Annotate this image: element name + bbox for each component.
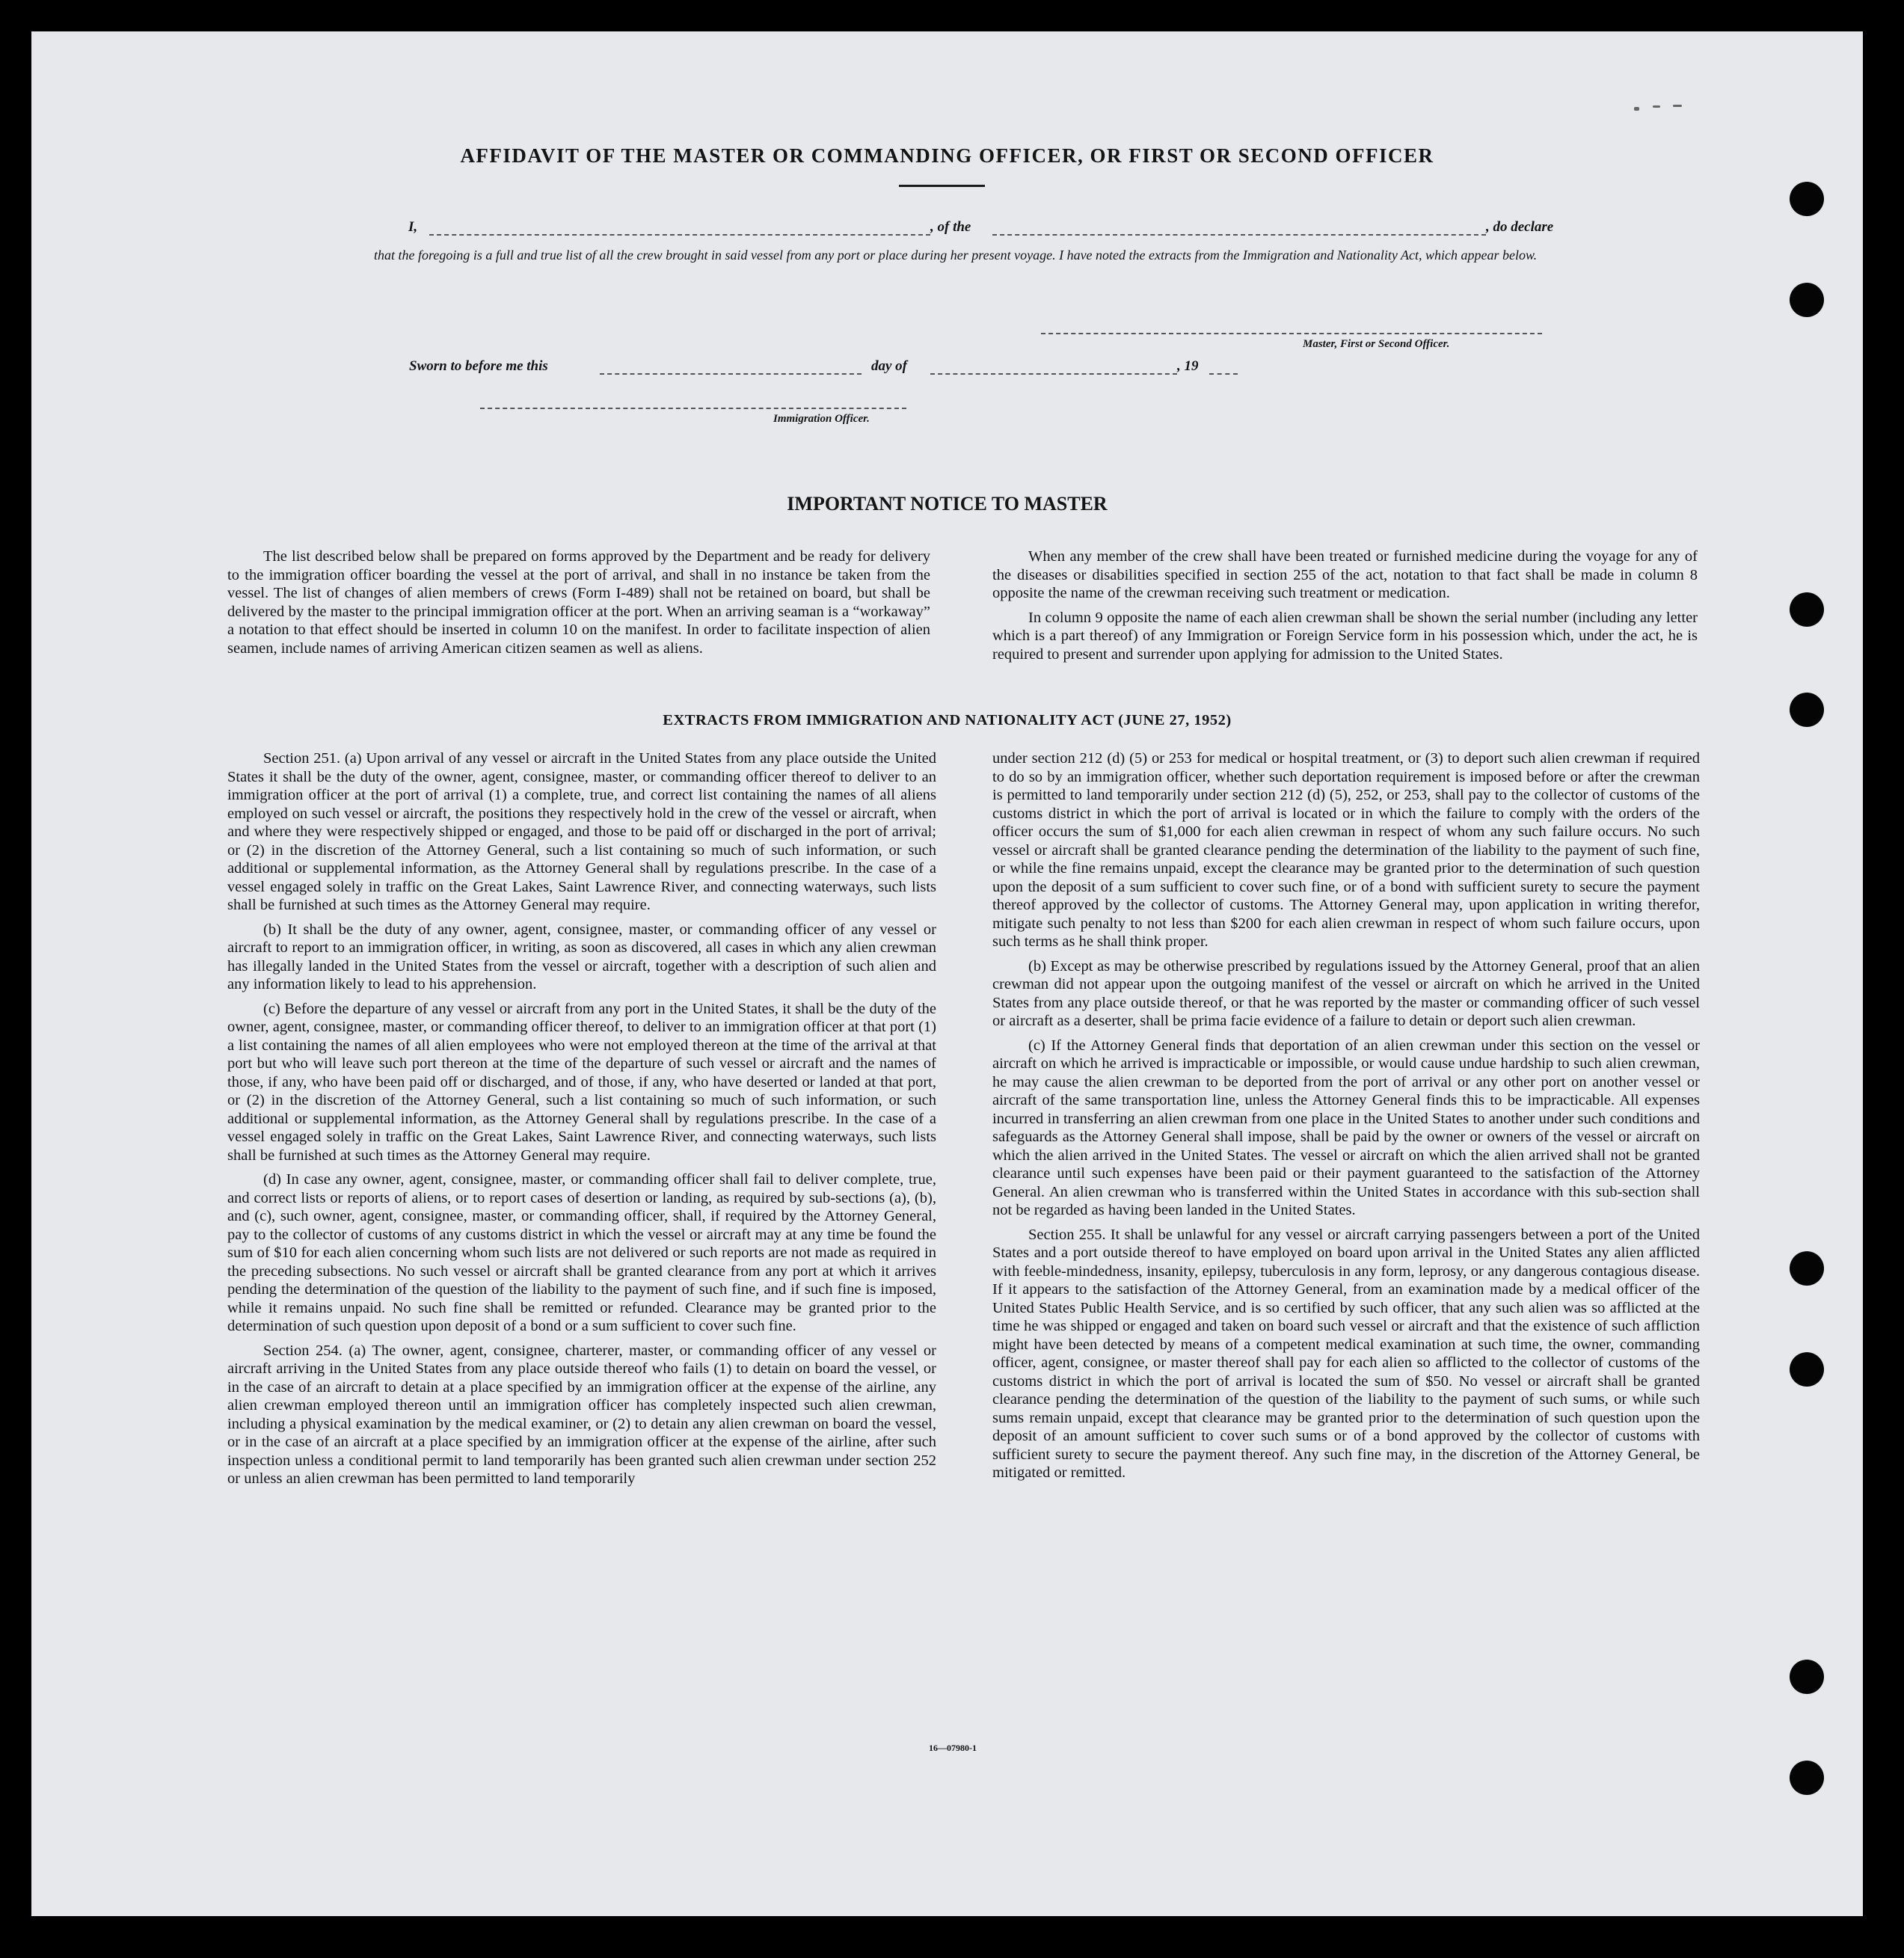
scan-mark xyxy=(1634,107,1639,111)
of-the-label: , of the xyxy=(930,219,971,235)
extract-paragraph: (b) Except as may be otherwise prescribed by regulations issued by the Attorney General, proof that an alien crewman did not appear upon the outgoing manifest of the vessel or aircraft on which he arrived in the United States from any place outside thereof, or that he was reported by the master or commanding officer of such vessel or aircraft as a deserter, shall be prima facie evidence of a failure to detain or deport such alien crewman. xyxy=(992,957,1700,1029)
extract-paragraph: (b) It shall be the duty of any owner, agent, consignee, master, or commanding officer of any vessel or aircraft to report to an immigration officer, in writing, as soon as discovered, all cases in which any alien crewman has illegally landed in the United States from the vessel or aircraft, together with a description of such alien and any information likely to lead to his apprehension. xyxy=(227,921,936,992)
year-label: , 19 xyxy=(1177,358,1199,374)
sworn-label: Sworn to before me this xyxy=(409,358,548,374)
punch-hole xyxy=(1790,592,1824,627)
extract-paragraph: Section 254. (a) The owner, agent, consignee, charterer, master, or commanding officer of any vessel or aircraft arriving in the United States from any place outside thereof who fails (1) to detain on board the vessel, or in the case of an aircraft to detain at a place specified by an immigration officer at the expense of the airline, any alien crewman employed thereon until an immigration officer has completely inspected such alien crewman, including a physical examination by the medical examiner, or (2) to detain any alien crewman on board the vessel, or in the case of an aircraft at a place specified by an immigration officer at the expense of the airline, after such inspection unless a conditional permit to land temporarily has been granted such alien crewman under section 252 or unless an alien crewman has been permitted to land temporarily xyxy=(227,1342,936,1487)
extract-paragraph: Section 255. It shall be unlawful for any vessel or aircraft carrying passengers between a port of the United States and a port outside thereof to have employed on board upon arrival in the United States any alien afflicted with feeble-mindedness, insanity, epilepsy, tuberculosis in any form, leprosy, or any dangerous contagious disease. If it appears to the satisfaction of the Attorney General, from an examination made by a medical officer of the United States Public Health Service, and is so certified by such officer, that any such alien was so afflicted at the time he was shipped or engaged and taken on board such vessel or aircraft and that the existence of such affliction might have been detected by means of a competent medical examination at such time, the owner, commanding officer, agent, consignee, or master thereof shall pay for each alien so afflicted to the collector of customs of the customs district in which the port of arrival is located the sum of $50. No vessel or aircraft shall be granted clearance pending the determination of the question of the liability to the payment of such sums, or while such sums remain unpaid, except that clearance may be granted prior to the determination of such question upon the deposit of an amount sufficient to cover such sums or of a bond approved by the collector of customs with sufficient surety to secure the payment thereof. Any such fine may, in the discretion of the Attorney General, be mitigated or remitted. xyxy=(992,1226,1700,1481)
extract-paragraph: (c) If the Attorney General finds that deportation of an alien crewman under this section on the vessel or aircraft on which he arrived is impracticable or impossible, or would cause undue hardship to such alien crewman, he may cause the alien crewman to be deported from the port of arrival or any other port on another vessel or aircraft of the same transportation line, unless the Attorney General finds this to be impracticable. All expenses incurred in transferring an alien crewman from one place in the United States to another under such conditions and safeguards as the Attorney General shall impose, shall be paid by the owner or owners of the vessel or aircraft on which the alien arrived in the United States. The vessel or aircraft on which the alien arrived shall not be granted clearance until such expenses have been paid or their payment guaranteed to the satisfaction of the Attorney General. An alien crewman who is transferred within the United States in accordance with this sub-section shall not be regarded as having been landed in the United States. xyxy=(992,1037,1700,1218)
title-rule xyxy=(899,185,985,187)
immigration-officer-line[interactable] xyxy=(480,408,906,409)
notice-paragraph: The list described below shall be prepared on forms approved by the Department and be ready for delivery to the immigration officer boarding the vessel at the port of arrival, and shall in no instance be taken from the vessel. The list of changes of alien members of crews (Form I-489) shall not be retained on board, but shall be delivered by the master to the principal immigration officer at the port. When an arriving seaman is a “workaway” a notation to that effect should be inserted in column 10 on the manifest. In order to facilitate inspection of alien seamen, include names of arriving American citizen seamen as well as aliens. xyxy=(227,548,930,657)
name-blank[interactable] xyxy=(429,234,930,236)
i-label: I, xyxy=(408,219,418,235)
declaration-text: that the foregoing is a full and true list of all the crew brought in said vessel from any port or place during her present voyage. I have noted the extracts from the Immigration and Nationality Act, which appear below. xyxy=(374,248,1538,263)
master-signature-line[interactable] xyxy=(1041,333,1542,334)
extract-paragraph: Section 251. (a) Upon arrival of any vessel or aircraft in the United States from any place outside the United States it shall be the duty of the owner, agent, consignee, master, or commanding officer thereof to deliver to an immigration officer at the port of arrival (1) a complete, true, and correct list containing the names of all aliens employed on such vessel or aircraft, the positions they respectively hold in the crew of the vessel or aircraft, when and where they were respectively shipped or engaged, and those to be paid off or discharged in the port of arrival; or (2) in the discretion of the Attorney General, such a list containing so much of such information, or such additional or supplemental information, as the Attorney General shall by regulations prescribe. In the case of a vessel engaged solely in traffic on the Great Lakes, Saint Lawrence River, and connecting waterways, such lists shall be furnished at such times as the Attorney General may require. xyxy=(227,750,936,913)
punch-hole xyxy=(1790,283,1824,317)
punch-hole xyxy=(1790,1761,1824,1795)
notice-title: IMPORTANT NOTICE TO MASTER xyxy=(787,493,1108,515)
punch-hole xyxy=(1790,693,1824,727)
sworn-month-blank[interactable] xyxy=(930,373,1177,375)
punch-hole xyxy=(1790,1660,1824,1694)
extracts-title: EXTRACTS FROM IMMIGRATION AND NATIONALITY ACT (JUNE 27, 1952) xyxy=(663,712,1232,728)
year-blank[interactable] xyxy=(1209,373,1238,375)
scan-mark xyxy=(1653,105,1660,108)
notice-left-column xyxy=(227,547,930,663)
scan-mark xyxy=(1673,105,1682,107)
do-declare-label: , do declare xyxy=(1486,219,1554,235)
immigration-officer-label: Immigration Officer. xyxy=(773,413,870,425)
extracts-left-column xyxy=(227,749,936,1494)
notice-paragraph: In column 9 opposite the name of each alien crewman shall be shown the serial number (including any letter which is a part thereof) of any Immigration or Foreign Service form in his possession which, under the act, he is required to present and surrender upon applying for admission to the United States. xyxy=(992,609,1698,663)
extract-paragraph: (c) Before the departure of any vessel or aircraft from any port in the United States, it shall be the duty of the owner, agent, consignee, master, or commanding officer thereof, to deliver to an immigration officer at that port (1) a list containing the names of all alien employees who were not employed thereon at the time of the arrival at that port but who will leave such port thereon at the time of the departure of such vessel or aircraft and the names of those, if any, who have been paid off or discharged, and of those, if any, who have deserted or landed at that port, or (2) in the discretion of the Attorney General, such a list containing so much of such information, or such additional or supplemental information, as the Attorney General shall by regulations prescribe. In the case of a vessel engaged solely in traffic on the Great Lakes, Saint Lawrence River, and connecting waterways, such lists shall be furnished at such times as the Attorney General may require. xyxy=(227,1000,936,1164)
notice-paragraph: When any member of the crew shall have been treated or furnished medicine during the voyage for any of the diseases or disabilities specified in section 255 of the act, notation to that fact shall be made in column 8 opposite the name of the crewman receiving such treatment or medication. xyxy=(992,548,1698,601)
punch-hole xyxy=(1790,1251,1824,1286)
day-of-label: day of xyxy=(871,358,908,374)
sworn-day-blank[interactable] xyxy=(600,373,862,375)
affidavit-title: AFFIDAVIT OF THE MASTER OR COMMANDING OFFICER, OR FIRST OR SECOND OFFICER xyxy=(460,144,1434,167)
extract-paragraph: (d) In case any owner, agent, consignee, master, or commanding officer shall fail to deliver complete, true, and correct lists or reports of aliens, or to report cases of desertion or landing, as required by sub-sections (a), (b), and (c), such owner, agent, consignee, master, or commanding officer, shall, if required by the Attorney General, pay to the collector of customs of any customs district in which the vessel or aircraft may at any time be found the sum of $10 for each alien concerning whom such lists are not delivered or such reports are not made as required in the preceding subsections. No such vessel or aircraft shall be granted clearance from any port at which it arrives pending the determination of the question of the liability to the payment of such fine, and if such fine is imposed, while it remains unpaid. No such fine shall be remitted or refunded. Clearance may be granted prior to the determination of such question upon deposit of a bond or a sum sufficient to cover such fine. xyxy=(227,1171,936,1334)
punch-hole xyxy=(1790,1352,1824,1387)
vessel-blank[interactable] xyxy=(992,234,1486,236)
punch-hole xyxy=(1790,182,1824,216)
extract-paragraph: under section 212 (d) (5) or 253 for medical or hospital treatment, or (3) to deport such alien crewman if required to do so by an immigration officer, whether such deportation requirement is imposed before or after the crewman is permitted to land temporarily under section 212 (d) (5), 252, or 253, shall pay to the collector of customs of the customs district in which the port of arrival is located or in which the failure to comply with the orders of the officer occurs the sum of $1,000 for each alien crewman in respect of whom any such failure occurs. No such vessel or aircraft shall be granted clearance pending the determination of the liability to the payment of such fine, or while the fine remains unpaid, except the clearance may be granted prior to the determination of such question upon the deposit of a sum sufficient to cover such fine, or of a bond with sufficient surety to secure the payment thereof approved by the collector of customs. The Attorney General may, upon application in writing therefor, mitigate such penalty to not less than $200 for each alien crewman in respect of whom such failure occurs, upon such terms as he shall think proper. xyxy=(992,750,1700,950)
form-page xyxy=(31,31,1863,1916)
extracts-right-column xyxy=(992,749,1700,1488)
notice-right-column xyxy=(992,547,1698,669)
form-number: 16—07980-1 xyxy=(929,1743,977,1753)
master-signature-label: Master, First or Second Officer. xyxy=(1303,338,1450,350)
